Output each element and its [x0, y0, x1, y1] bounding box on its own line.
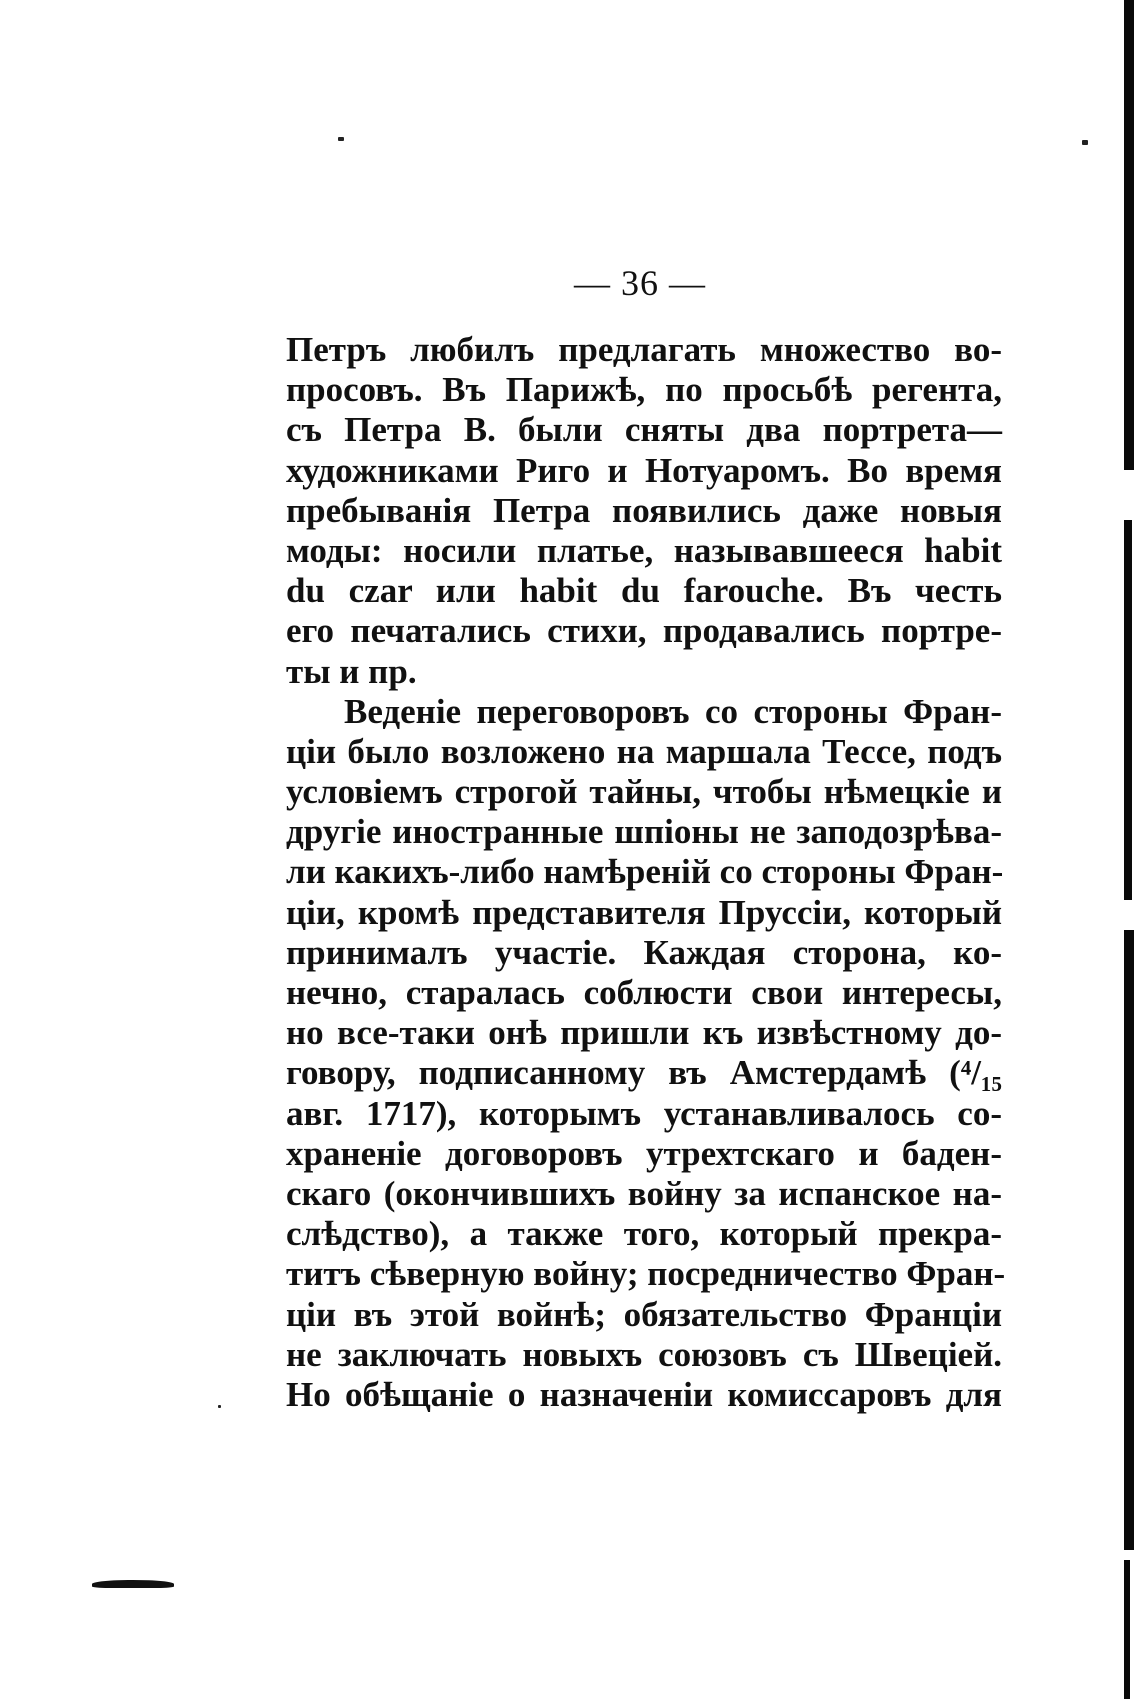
page-number: — 36 — — [574, 263, 706, 303]
text-line: ціи, кромѣ представителя Пруссіи, который — [286, 892, 1002, 932]
scan-edge-shadow — [1124, 930, 1134, 1550]
scan-speck — [218, 1405, 221, 1408]
text-line: условіемъ строгой тайны, чтобы нѣмецкіе и — [286, 772, 1002, 812]
text-line: съ Петра В. были сняты два портрета— — [286, 410, 1002, 450]
text-line: его печатались стихи, продавались портре- — [286, 611, 1002, 651]
text-line: авг. 1717), которымъ устанавливалось со- — [286, 1093, 1002, 1133]
text-line: не заключать новыхъ союзовъ съ Швеціей. — [286, 1334, 1002, 1374]
text-line: скаго (окончившихъ войну за испанское на- — [286, 1173, 1002, 1213]
text-line: пребыванія Петра появились даже новыя — [286, 490, 1002, 530]
text-line: принималъ участіе. Каждая сторона, ко- — [286, 932, 1002, 972]
text-line: ли какихъ-либо намѣреній со стороны Фран- — [286, 852, 1004, 892]
text-line: моды: носили платье, называвшееся habit — [286, 530, 1002, 570]
paragraph-end-line: ты и пр. — [286, 651, 417, 691]
scan-speck — [1082, 140, 1088, 145]
text-line: du czar или habit du farouche. Въ честь — [286, 571, 1002, 611]
text-line: просовъ. Въ Парижѣ, по просьбѣ регента, — [286, 370, 1002, 410]
scan-edge-shadow — [1124, 0, 1134, 470]
scan-edge-shadow — [1124, 1560, 1130, 1699]
scan-speck — [338, 137, 344, 141]
text-line: ціи было возложено на маршала Тессе, подъ — [286, 731, 1002, 771]
ink-smudge — [92, 1580, 174, 1588]
text-line: ціи въ этой войнѣ; обязательство Франціи — [286, 1294, 1002, 1334]
text-line: Но обѣщаніе о назначеніи комиссаровъ для — [286, 1374, 1002, 1414]
body-text — [286, 330, 1006, 1415]
text-line: художниками Риго и Нотуаромъ. Во время — [286, 450, 1002, 490]
text-line: титъ сѣверную войну; посредничество Фран- — [286, 1254, 1006, 1294]
paragraph-first-line: Веденіе переговоровъ со стороны Фран- — [344, 691, 1002, 731]
text-line: говору, подписанному въ Амстердамѣ (⁴/₁₅ — [286, 1053, 1002, 1093]
scan-edge-shadow — [1124, 520, 1132, 900]
text-line: нечно, старалась соблюсти свои интересы, — [286, 973, 1002, 1012]
text-line: Петръ любилъ предлагать множество во- — [286, 330, 1002, 369]
text-line: слѣдство), а также того, который прекра- — [286, 1214, 1002, 1254]
text-line: но все-таки онѣ пришли къ извѣстному до- — [286, 1013, 1002, 1053]
text-line: другіе иностранные шпіоны не заподозрѣва- — [286, 812, 1002, 852]
text-line: храненіе договоровъ утрехтскаго и баден- — [286, 1133, 1002, 1173]
